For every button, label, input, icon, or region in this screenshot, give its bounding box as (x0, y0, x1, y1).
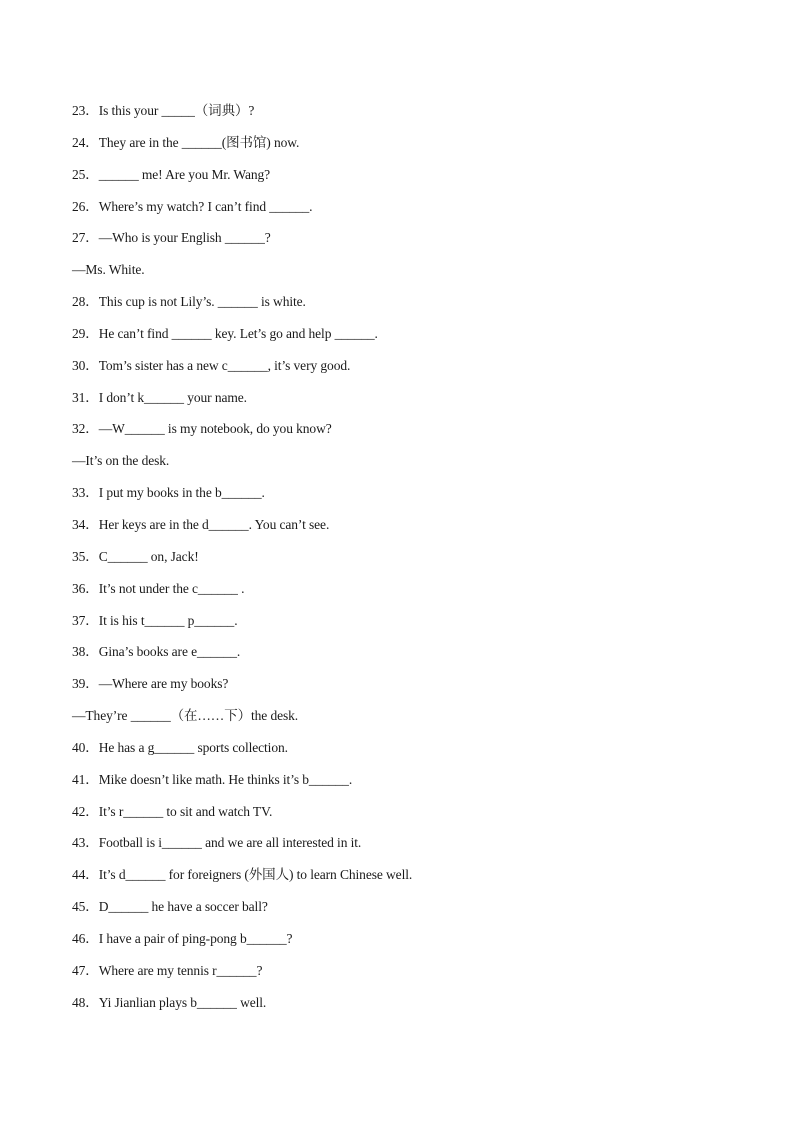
exercise-line: 38．Gina’s books are e______. (72, 644, 241, 660)
exercise-line: 44．It’s d______ for foreigners (外国人) to learn Chinese well. (72, 867, 413, 883)
exercise-line: 30．Tom’s sister has a new c______, it’s very good. (72, 357, 351, 373)
exercise-line: 25．______ me! Are you Mr. Wang? (72, 166, 271, 182)
exercise-line: 37．It is his t______ p______. (72, 612, 238, 628)
exercise-line: 43．Football is i______ and we are all interested in it. (72, 835, 362, 851)
answer-line: —They’re ______（在……下）the desk. (72, 708, 299, 724)
exercise-line: 46．I have a pair of ping-pong b______? (72, 930, 293, 946)
exercise-line: 48．Yi Jianlian plays b______ well. (72, 994, 267, 1010)
exercise-list (72, 101, 752, 1024)
exercise-line: 45．D______ he have a soccer ball? (72, 899, 268, 915)
answer-line: —It’s on the desk. (72, 453, 170, 469)
exercise-line: 40．He has a g______ sports collection. (72, 739, 288, 755)
exercise-line: 42．It’s r______ to sit and watch TV. (72, 803, 273, 819)
exercise-line: 35．C______ on, Jack! (72, 548, 199, 564)
exercise-line: 31．I don’t k______ your name. (72, 389, 247, 405)
exercise-line: 36．It’s not under the c______ . (72, 580, 245, 596)
exercise-line: 39．—Where are my books? (72, 676, 229, 692)
exercise-line: 41．Mike doesn’t like math. He thinks it’s b______. (72, 771, 353, 787)
answer-line: —Ms. White. (72, 262, 145, 278)
exercise-line: 34．Her keys are in the d______. You can’t see. (72, 516, 330, 532)
exercise-line: 27．—Who is your English ______? (72, 230, 271, 246)
exercise-line: 23．Is this your _____（词典）? (72, 103, 255, 118)
exercise-line: 32．—W______ is my notebook, do you know? (72, 421, 332, 437)
exercise-line: 26．Where’s my watch? I can’t find ______. (72, 198, 313, 214)
exercise-line: 28．This cup is not Lily’s. ______ is white. (72, 294, 306, 310)
exercise-line: 29．He can’t find ______ key. Let’s go and help ______. (72, 325, 378, 341)
exercise-line: 47．Where are my tennis r______? (72, 962, 263, 978)
exercise-line: 33．I put my books in the b______. (72, 485, 265, 501)
exercise-line: 24．They are in the ______(图书馆) now. (72, 134, 300, 150)
